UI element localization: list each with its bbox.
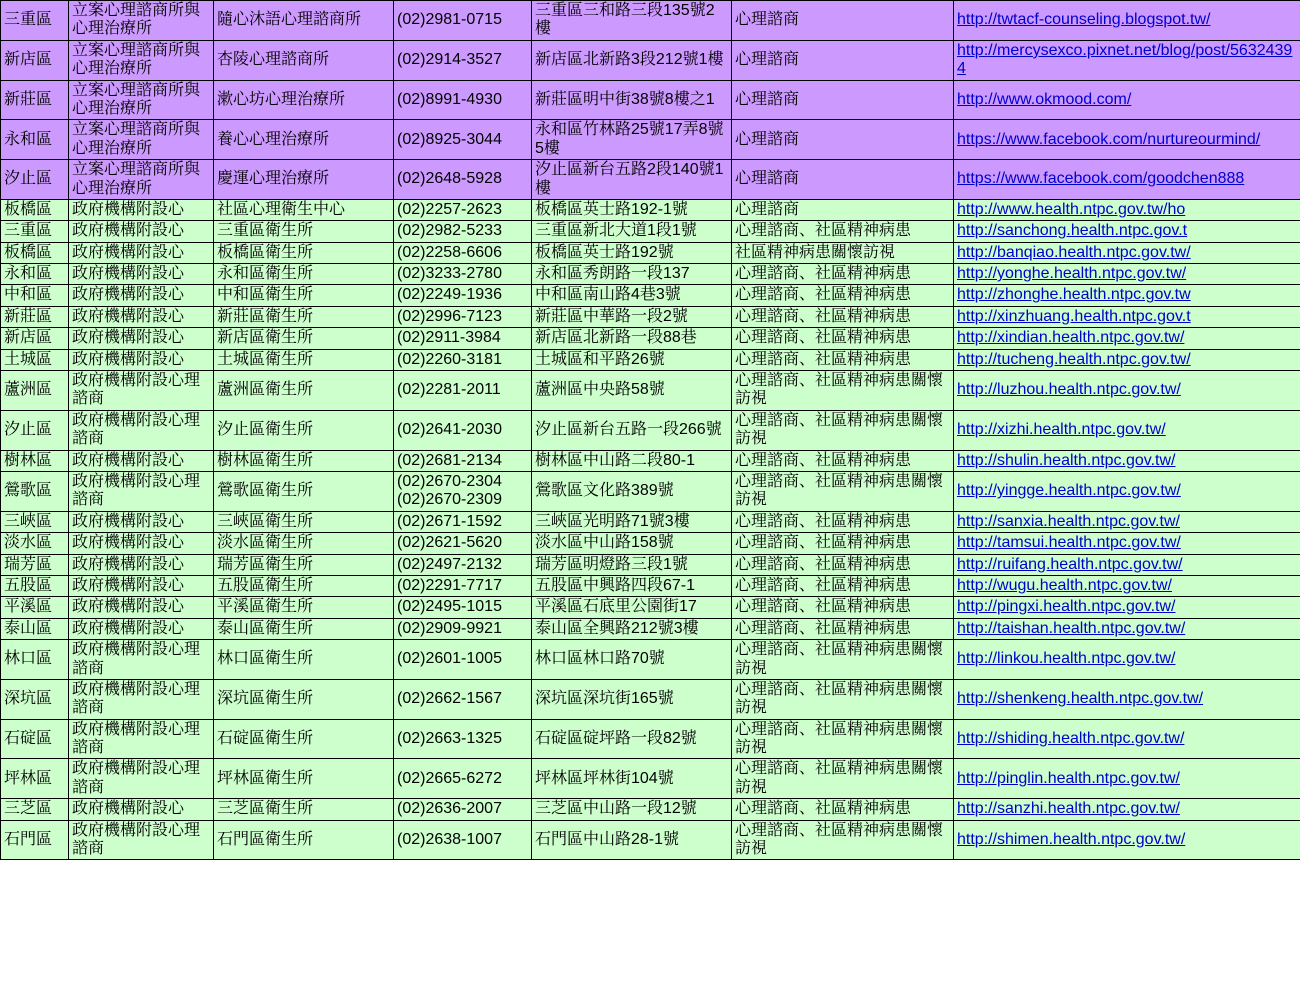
cell-name: 泰山區衛生所 bbox=[214, 618, 394, 639]
table-row bbox=[1, 575, 1300, 596]
cell-service: 心理諮商、社區精神病患 bbox=[732, 306, 954, 327]
cell-address: 三重區三和路三段135號2樓 bbox=[532, 1, 732, 41]
cell-district: 汐止區 bbox=[1, 410, 69, 450]
cell-url[interactable] bbox=[954, 328, 1300, 349]
cell-address: 蘆洲區中央路58號 bbox=[532, 371, 732, 411]
table-row bbox=[1, 618, 1300, 639]
table-row bbox=[1, 160, 1300, 200]
resource-link[interactable]: http://xinzhuang.health.ntpc.gov.t bbox=[957, 307, 1191, 325]
cell-name: 蘆洲區衛生所 bbox=[214, 371, 394, 411]
cell-phone: (02)3233-2780 bbox=[394, 264, 532, 285]
cell-category: 政府機構附設心理諮商 bbox=[69, 410, 214, 450]
cell-phone: (02)8991-4930 bbox=[394, 80, 532, 120]
cell-address: 汐止區新台五路2段140號1樓 bbox=[532, 160, 732, 200]
table-body bbox=[1, 1, 1300, 860]
cell-url[interactable] bbox=[954, 554, 1300, 575]
cell-service: 心理諮商、社區精神病患關懷訪視 bbox=[732, 640, 954, 680]
cell-service: 心理諮商 bbox=[732, 1, 954, 41]
cell-category: 政府機構附設心 bbox=[69, 618, 214, 639]
cell-district: 五股區 bbox=[1, 575, 69, 596]
resource-link[interactable]: https://www.facebook.com/goodchen888 bbox=[957, 170, 1245, 188]
table-row bbox=[1, 306, 1300, 327]
cell-name: 石門區衛生所 bbox=[214, 820, 394, 860]
cell-name: 瑞芳區衛生所 bbox=[214, 554, 394, 575]
table-row bbox=[1, 597, 1300, 618]
cell-phone: (02)2249-1936 bbox=[394, 285, 532, 306]
cell-phone: (02)2601-1005 bbox=[394, 640, 532, 680]
cell-category: 政府機構附設心 bbox=[69, 242, 214, 263]
table-row bbox=[1, 199, 1300, 220]
cell-district: 淡水區 bbox=[1, 533, 69, 554]
resource-link[interactable]: http://mercysexco.pixnet.net/blog/post/56324394 bbox=[957, 41, 1293, 78]
cell-service: 心理諮商、社區精神病患 bbox=[732, 221, 954, 242]
cell-url[interactable] bbox=[954, 1, 1300, 41]
resource-link[interactable]: http://pinglin.health.ntpc.gov.tw/ bbox=[957, 769, 1180, 787]
cell-service: 心理諮商 bbox=[732, 40, 954, 80]
table-row bbox=[1, 80, 1300, 120]
resource-link[interactable]: http://ruifang.health.ntpc.gov.tw/ bbox=[957, 555, 1183, 573]
cell-district: 新店區 bbox=[1, 40, 69, 80]
table-row bbox=[1, 679, 1300, 719]
cell-phone: (02)2909-9921 bbox=[394, 618, 532, 639]
cell-category: 政府機構附設心理諮商 bbox=[69, 371, 214, 411]
cell-name: 杏陵心理諮商所 bbox=[214, 40, 394, 80]
cell-url[interactable] bbox=[954, 511, 1300, 532]
cell-category: 政府機構附設心 bbox=[69, 597, 214, 618]
cell-service: 心理諮商、社區精神病患關懷訪視 bbox=[732, 471, 954, 511]
cell-category: 政府機構附設心理諮商 bbox=[69, 719, 214, 759]
cell-address: 新莊區中華路一段2號 bbox=[532, 306, 732, 327]
cell-address: 板橋區英士路192-1號 bbox=[532, 199, 732, 220]
cell-address: 三重區新北大道1段1號 bbox=[532, 221, 732, 242]
table-row bbox=[1, 471, 1300, 511]
cell-address: 永和區秀朗路一段137 bbox=[532, 264, 732, 285]
cell-phone: (02)2911-3984 bbox=[394, 328, 532, 349]
cell-category: 立案心理諮商所與心理治療所 bbox=[69, 120, 214, 160]
cell-url[interactable] bbox=[954, 242, 1300, 263]
cell-service: 心理諮商 bbox=[732, 160, 954, 200]
cell-address: 樹林區中山路二段80-1 bbox=[532, 450, 732, 471]
cell-name: 三芝區衛生所 bbox=[214, 799, 394, 820]
table-row bbox=[1, 328, 1300, 349]
cell-phone: (02)2281-2011 bbox=[394, 371, 532, 411]
cell-name: 鶯歌區衛生所 bbox=[214, 471, 394, 511]
cell-district: 坪林區 bbox=[1, 759, 69, 799]
cell-address: 坪林區坪林街104號 bbox=[532, 759, 732, 799]
resource-link[interactable]: http://xindian.health.ntpc.gov.tw/ bbox=[957, 329, 1185, 347]
cell-url[interactable] bbox=[954, 221, 1300, 242]
cell-name: 養心心理治療所 bbox=[214, 120, 394, 160]
cell-district: 三重區 bbox=[1, 221, 69, 242]
cell-service: 心理諮商、社區精神病患 bbox=[732, 799, 954, 820]
cell-url[interactable] bbox=[954, 597, 1300, 618]
cell-phone: (02)2648-5928 bbox=[394, 160, 532, 200]
cell-address: 淡水區中山路158號 bbox=[532, 533, 732, 554]
cell-district: 三重區 bbox=[1, 1, 69, 41]
cell-url[interactable] bbox=[954, 679, 1300, 719]
cell-address: 五股區中興路四段67-1 bbox=[532, 575, 732, 596]
cell-phone: (02)2681-2134 bbox=[394, 450, 532, 471]
resource-link[interactable]: http://tucheng.health.ntpc.gov.tw/ bbox=[957, 350, 1191, 368]
resource-link[interactable]: http://www.okmood.com/ bbox=[957, 90, 1132, 108]
cell-url[interactable] bbox=[954, 533, 1300, 554]
cell-name: 中和區衛生所 bbox=[214, 285, 394, 306]
resource-link[interactable]: http://wugu.health.ntpc.gov.tw/ bbox=[957, 576, 1172, 594]
resource-link[interactable]: http://pingxi.health.ntpc.gov.tw/ bbox=[957, 598, 1176, 616]
cell-phone: (02)2665-6272 bbox=[394, 759, 532, 799]
table-row bbox=[1, 264, 1300, 285]
resource-link[interactable]: https://www.facebook.com/nurtureourmind/ bbox=[957, 130, 1261, 148]
cell-district: 深坑區 bbox=[1, 679, 69, 719]
resource-link[interactable]: http://twtacf-counseling.blogspot.tw/ bbox=[957, 11, 1211, 29]
cell-service: 心理諮商、社區精神病患 bbox=[732, 285, 954, 306]
resource-link[interactable]: http://shulin.health.ntpc.gov.tw/ bbox=[957, 451, 1176, 469]
table-row bbox=[1, 719, 1300, 759]
cell-address: 瑞芳區明燈路三段1號 bbox=[532, 554, 732, 575]
cell-service: 心理諮商、社區精神病患關懷訪視 bbox=[732, 410, 954, 450]
cell-address: 永和區竹林路25號17弄8號5樓 bbox=[532, 120, 732, 160]
resource-link[interactable]: http://sanchong.health.ntpc.gov.t bbox=[957, 222, 1188, 240]
cell-url[interactable] bbox=[954, 575, 1300, 596]
cell-address: 汐止區新台五路一段266號 bbox=[532, 410, 732, 450]
cell-name: 樹林區衛生所 bbox=[214, 450, 394, 471]
cell-service: 心理諮商、社區精神病患關懷訪視 bbox=[732, 679, 954, 719]
table-row bbox=[1, 410, 1300, 450]
cell-url[interactable] bbox=[954, 199, 1300, 220]
table-row bbox=[1, 554, 1300, 575]
resource-link[interactable]: http://tamsui.health.ntpc.gov.tw/ bbox=[957, 534, 1181, 552]
cell-name: 平溪區衛生所 bbox=[214, 597, 394, 618]
cell-name: 隨心沐語心理諮商所 bbox=[214, 1, 394, 41]
cell-service: 心理諮商 bbox=[732, 199, 954, 220]
cell-address: 三芝區中山路一段12號 bbox=[532, 799, 732, 820]
cell-district: 林口區 bbox=[1, 640, 69, 680]
table-row bbox=[1, 242, 1300, 263]
cell-url[interactable] bbox=[954, 371, 1300, 411]
cell-district: 板橋區 bbox=[1, 199, 69, 220]
table-row bbox=[1, 285, 1300, 306]
cell-district: 板橋區 bbox=[1, 242, 69, 263]
table-row bbox=[1, 371, 1300, 411]
cell-district: 永和區 bbox=[1, 264, 69, 285]
table-row bbox=[1, 120, 1300, 160]
cell-address: 石碇區碇坪路一段82號 bbox=[532, 719, 732, 759]
cell-service: 心理諮商、社區精神病患 bbox=[732, 511, 954, 532]
cell-district: 三芝區 bbox=[1, 799, 69, 820]
cell-address: 林口區林口路70號 bbox=[532, 640, 732, 680]
cell-phone: (02)2638-1007 bbox=[394, 820, 532, 860]
resource-link[interactable]: http://shenkeng.health.ntpc.gov.tw/ bbox=[957, 690, 1204, 708]
cell-url[interactable] bbox=[954, 80, 1300, 120]
cell-address: 平溪區石底里公園街17 bbox=[532, 597, 732, 618]
cell-service: 心理諮商、社區精神病患 bbox=[732, 450, 954, 471]
cell-service: 心理諮商、社區精神病患關懷訪視 bbox=[732, 719, 954, 759]
cell-district: 新莊區 bbox=[1, 80, 69, 120]
cell-name: 板橋區衛生所 bbox=[214, 242, 394, 263]
table-row bbox=[1, 221, 1300, 242]
table-row bbox=[1, 40, 1300, 80]
cell-name: 五股區衛生所 bbox=[214, 575, 394, 596]
cell-district: 平溪區 bbox=[1, 597, 69, 618]
cell-district: 三峽區 bbox=[1, 511, 69, 532]
cell-district: 蘆洲區 bbox=[1, 371, 69, 411]
cell-category: 政府機構附設心理諮商 bbox=[69, 759, 214, 799]
cell-phone: (02)2621-5620 bbox=[394, 533, 532, 554]
cell-name: 淡水區衛生所 bbox=[214, 533, 394, 554]
cell-district: 汐止區 bbox=[1, 160, 69, 200]
resource-link[interactable]: http://sanxia.health.ntpc.gov.tw/ bbox=[957, 512, 1180, 530]
cell-district: 土城區 bbox=[1, 349, 69, 370]
resource-link[interactable]: http://shiding.health.ntpc.gov.tw/ bbox=[957, 729, 1185, 747]
cell-url[interactable] bbox=[954, 264, 1300, 285]
resource-link[interactable]: http://shimen.health.ntpc.gov.tw/ bbox=[957, 830, 1186, 848]
cell-address: 石門區中山路28-1號 bbox=[532, 820, 732, 860]
cell-district: 永和區 bbox=[1, 120, 69, 160]
cell-district: 石門區 bbox=[1, 820, 69, 860]
cell-url[interactable] bbox=[954, 450, 1300, 471]
cell-phone: (02)2258-6606 bbox=[394, 242, 532, 263]
cell-category: 政府機構附設心 bbox=[69, 511, 214, 532]
cell-category: 政府機構附設心 bbox=[69, 450, 214, 471]
cell-address: 中和區南山路4巷3號 bbox=[532, 285, 732, 306]
cell-url[interactable] bbox=[954, 471, 1300, 511]
resource-link[interactable]: http://yingge.health.ntpc.gov.tw/ bbox=[957, 482, 1181, 500]
cell-district: 樹林區 bbox=[1, 450, 69, 471]
cell-district: 泰山區 bbox=[1, 618, 69, 639]
cell-phone: (02)2291-7717 bbox=[394, 575, 532, 596]
cell-phone: (02)2260-3181 bbox=[394, 349, 532, 370]
cell-category: 政府機構附設心 bbox=[69, 221, 214, 242]
cell-phone: (02)2497-2132 bbox=[394, 554, 532, 575]
cell-category: 政府機構附設心 bbox=[69, 799, 214, 820]
cell-address: 土城區和平路26號 bbox=[532, 349, 732, 370]
cell-service: 心理諮商、社區精神病患 bbox=[732, 533, 954, 554]
cell-url[interactable] bbox=[954, 40, 1300, 80]
cell-district: 鶯歌區 bbox=[1, 471, 69, 511]
table-row bbox=[1, 349, 1300, 370]
cell-name: 社區心理衛生中心 bbox=[214, 199, 394, 220]
table-row bbox=[1, 799, 1300, 820]
cell-category: 立案心理諮商所與心理治療所 bbox=[69, 1, 214, 41]
table-row bbox=[1, 1, 1300, 41]
cell-category: 政府機構附設心 bbox=[69, 575, 214, 596]
cell-address: 新莊區明中街38號8樓之1 bbox=[532, 80, 732, 120]
cell-service: 社區精神病患關懷訪視 bbox=[732, 242, 954, 263]
cell-category: 政府機構附設心 bbox=[69, 328, 214, 349]
cell-phone: (02)2495-1015 bbox=[394, 597, 532, 618]
cell-name: 土城區衛生所 bbox=[214, 349, 394, 370]
cell-url[interactable] bbox=[954, 759, 1300, 799]
resource-link[interactable]: http://zhonghe.health.ntpc.gov.tw bbox=[957, 286, 1191, 304]
cell-url[interactable] bbox=[954, 306, 1300, 327]
cell-name: 新店區衛生所 bbox=[214, 328, 394, 349]
cell-service: 心理諮商、社區精神病患 bbox=[732, 554, 954, 575]
cell-url[interactable] bbox=[954, 719, 1300, 759]
table-row bbox=[1, 533, 1300, 554]
cell-category: 政府機構附設心 bbox=[69, 199, 214, 220]
cell-phone: (02)2981-0715 bbox=[394, 1, 532, 41]
cell-phone: (02)2982-5233 bbox=[394, 221, 532, 242]
cell-name: 三重區衛生所 bbox=[214, 221, 394, 242]
cell-url[interactable] bbox=[954, 160, 1300, 200]
cell-name: 石碇區衛生所 bbox=[214, 719, 394, 759]
resource-link[interactable]: http://xizhi.health.ntpc.gov.tw/ bbox=[957, 421, 1166, 438]
cell-category: 政府機構附設心理諮商 bbox=[69, 820, 214, 860]
table-row bbox=[1, 759, 1300, 799]
cell-phone: (02)2641-2030 bbox=[394, 410, 532, 450]
cell-name: 慶運心理治療所 bbox=[214, 160, 394, 200]
cell-address: 泰山區全興路212號3樓 bbox=[532, 618, 732, 639]
table-row bbox=[1, 820, 1300, 860]
cell-service: 心理諮商、社區精神病患 bbox=[732, 597, 954, 618]
cell-service: 心理諮商、社區精神病患關懷訪視 bbox=[732, 371, 954, 411]
resource-link[interactable]: http://yonghe.health.ntpc.gov.tw/ bbox=[957, 265, 1187, 283]
cell-category: 立案心理諮商所與心理治療所 bbox=[69, 40, 214, 80]
cell-phone: (02)2996-7123 bbox=[394, 306, 532, 327]
table-row bbox=[1, 450, 1300, 471]
cell-category: 政府機構附設心 bbox=[69, 349, 214, 370]
cell-name: 漱心坊心理治療所 bbox=[214, 80, 394, 120]
resource-link[interactable]: http://sanzhi.health.ntpc.gov.tw/ bbox=[957, 800, 1180, 818]
cell-name: 深坑區衛生所 bbox=[214, 679, 394, 719]
resource-link[interactable]: http://www.health.ntpc.gov.tw/ho bbox=[957, 200, 1186, 218]
cell-address: 三峽區光明路71號3樓 bbox=[532, 511, 732, 532]
cell-category: 政府機構附設心 bbox=[69, 285, 214, 306]
cell-name: 永和區衛生所 bbox=[214, 264, 394, 285]
cell-phone: (02)2636-2007 bbox=[394, 799, 532, 820]
cell-url[interactable] bbox=[954, 618, 1300, 639]
resource-link[interactable]: http://banqiao.health.ntpc.gov.tw/ bbox=[957, 243, 1191, 261]
cell-phone: (02)2257-2623 bbox=[394, 199, 532, 220]
cell-address: 新店區北新路一段88巷 bbox=[532, 328, 732, 349]
cell-district: 新莊區 bbox=[1, 306, 69, 327]
cell-address: 新店區北新路3段212號1樓 bbox=[532, 40, 732, 80]
cell-category: 政府機構附設心 bbox=[69, 264, 214, 285]
resource-link[interactable]: http://luzhou.health.ntpc.gov.tw/ bbox=[957, 381, 1181, 399]
table-row bbox=[1, 640, 1300, 680]
cell-category: 政府機構附設心 bbox=[69, 306, 214, 327]
cell-district: 中和區 bbox=[1, 285, 69, 306]
cell-category: 政府機構附設心 bbox=[69, 554, 214, 575]
cell-category: 政府機構附設心理諮商 bbox=[69, 640, 214, 680]
cell-service: 心理諮商、社區精神病患 bbox=[732, 264, 954, 285]
cell-phone: (02)2663-1325 bbox=[394, 719, 532, 759]
cell-url[interactable] bbox=[954, 120, 1300, 160]
cell-phone: (02)2914-3527 bbox=[394, 40, 532, 80]
cell-district: 新店區 bbox=[1, 328, 69, 349]
cell-url[interactable] bbox=[954, 820, 1300, 860]
cell-service: 心理諮商 bbox=[732, 120, 954, 160]
cell-category: 立案心理諮商所與心理治療所 bbox=[69, 80, 214, 120]
cell-service: 心理諮商、社區精神病患關懷訪視 bbox=[732, 759, 954, 799]
cell-url[interactable] bbox=[954, 349, 1300, 370]
cell-name: 新莊區衛生所 bbox=[214, 306, 394, 327]
cell-category: 政府機構附設心理諮商 bbox=[69, 679, 214, 719]
resource-link[interactable]: http://linkou.health.ntpc.gov.tw/ bbox=[957, 650, 1176, 668]
cell-category: 立案心理諮商所與心理治療所 bbox=[69, 160, 214, 200]
cell-district: 瑞芳區 bbox=[1, 554, 69, 575]
cell-category: 政府機構附設心理諮商 bbox=[69, 471, 214, 511]
cell-service: 心理諮商、社區精神病患 bbox=[732, 575, 954, 596]
cell-district: 石碇區 bbox=[1, 719, 69, 759]
cell-url[interactable] bbox=[954, 285, 1300, 306]
resource-link[interactable]: http://taishan.health.ntpc.gov.tw/ bbox=[957, 619, 1186, 637]
cell-category: 政府機構附設心 bbox=[69, 533, 214, 554]
cell-phone: (02)2670-2304 (02)2670-2309 bbox=[394, 471, 532, 511]
cell-address: 深坑區深坑街165號 bbox=[532, 679, 732, 719]
cell-address: 板橋區英士路192號 bbox=[532, 242, 732, 263]
cell-service: 心理諮商、社區精神病患 bbox=[732, 328, 954, 349]
cell-url[interactable] bbox=[954, 410, 1300, 450]
cell-address: 鶯歌區文化路389號 bbox=[532, 471, 732, 511]
cell-phone: (02)2671-1592 bbox=[394, 511, 532, 532]
cell-phone: (02)8925-3044 bbox=[394, 120, 532, 160]
cell-service: 心理諮商 bbox=[732, 80, 954, 120]
cell-service: 心理諮商、社區精神病患 bbox=[732, 618, 954, 639]
cell-name: 坪林區衛生所 bbox=[214, 759, 394, 799]
cell-url[interactable] bbox=[954, 640, 1300, 680]
cell-name: 三峽區衛生所 bbox=[214, 511, 394, 532]
cell-service: 心理諮商、社區精神病患關懷訪視 bbox=[732, 820, 954, 860]
cell-url[interactable] bbox=[954, 799, 1300, 820]
cell-name: 汐止區衛生所 bbox=[214, 410, 394, 450]
cell-service: 心理諮商、社區精神病患 bbox=[732, 349, 954, 370]
cell-name: 林口區衛生所 bbox=[214, 640, 394, 680]
cell-phone: (02)2662-1567 bbox=[394, 679, 532, 719]
table-row bbox=[1, 511, 1300, 532]
